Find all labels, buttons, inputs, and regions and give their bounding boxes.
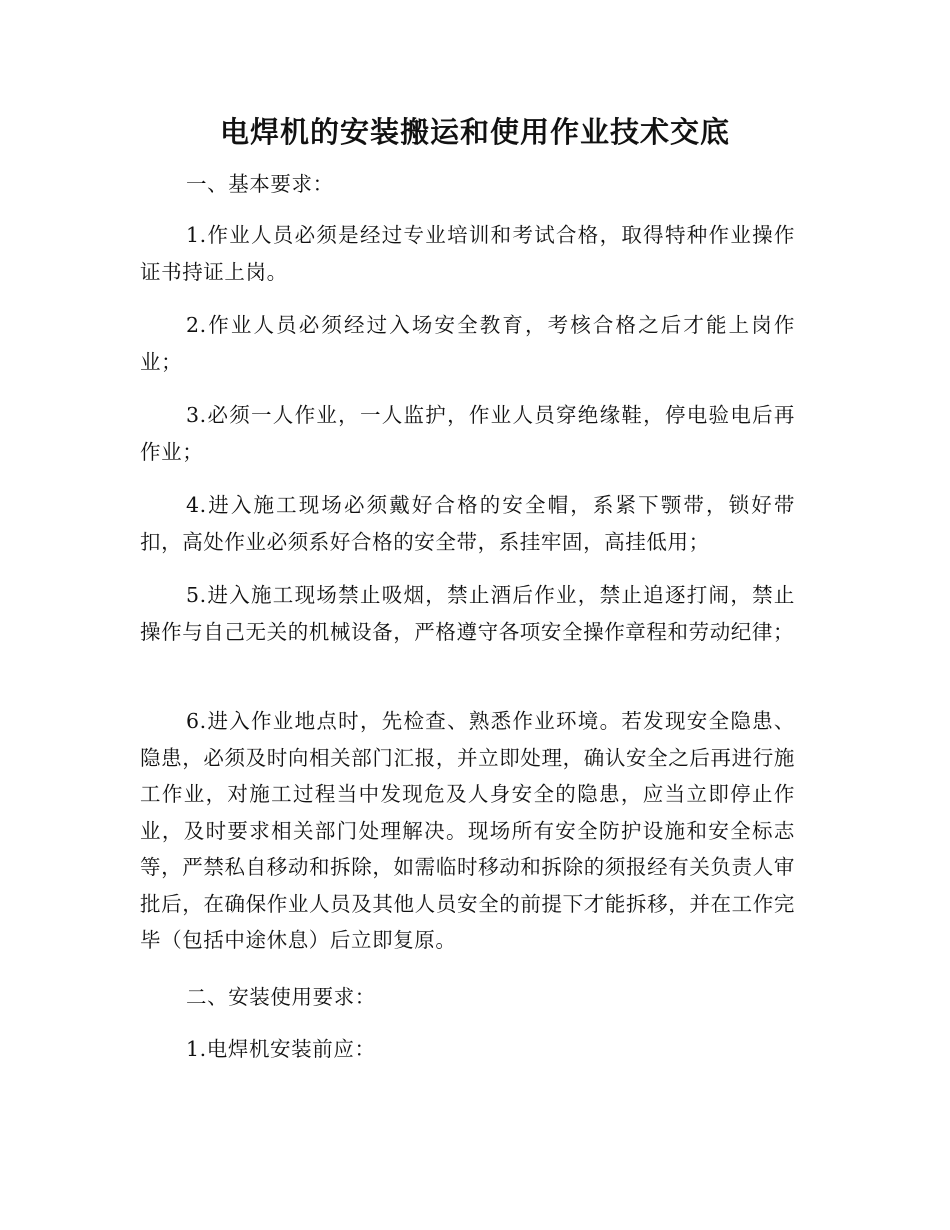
requirement-item-3: 3.必须一人作业，一人监护，作业人员穿绝缘鞋，停电验电后再作业； [140,403,795,464]
requirement-item-6: 6.进入作业地点时，先检查、熟悉作业环境。若发现安全隐患、隐患，必须及时向相关部门汇报，并立即处理，确认安全之后再进行施工作业，对施工过程当中发现危及人身安全的隐患，应当立即停止作业，及时要求相关部门处理解决。现场所有安全防护设施和安全标志等，严禁私自移动和拆除，如需临时移动和拆除的须报经有关负责人审批后，在确保作业人员及其他人员安全的前提下才能拆移，并在工作完毕（包括中途休息）后立即复原。 [140,709,795,952]
section-heading-installation-usage: 二、安装使用要求： [186,985,376,1009]
section-heading-basic-requirements: 一、基本要求： [186,172,334,196]
requirement-item-5: 5.进入施工现场禁止吸烟，禁止酒后作业，禁止追逐打闹，禁止操作与自己无关的机械设备，严格遵守各项安全操作章程和劳动纪律； [140,583,795,644]
requirement-item-4: 4.进入施工现场必须戴好合格的安全帽，系紧下颚带，锁好带扣，高处作业必须系好合格的安全带，系挂牢固，高挂低用； [140,493,795,554]
document-title: 电焊机的安装搬运和使用作业技术交底 [219,115,730,149]
requirement-item-1: 1.作业人员必须是经过专业培训和考试合格，取得特种作业操作证书持证上岗。 [140,223,795,284]
installation-item-1: 1.电焊机安装前应： [186,1037,376,1061]
requirement-item-2: 2.作业人员必须经过入场安全教育，考核合格之后才能上岗作业； [140,313,795,374]
